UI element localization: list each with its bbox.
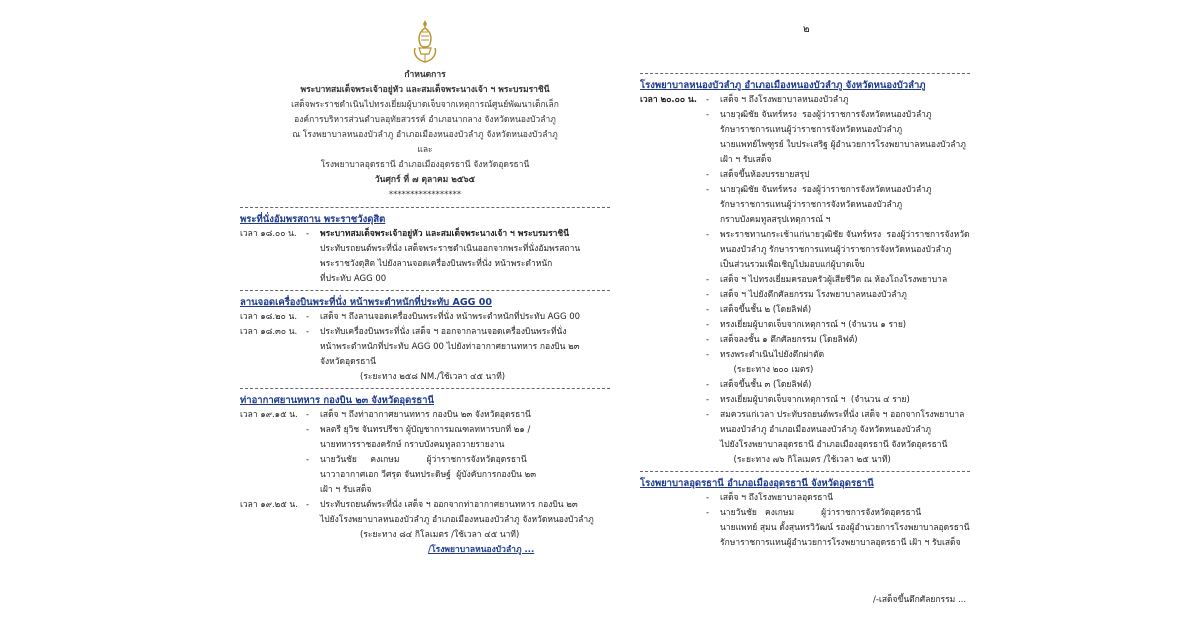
entry-text: (ระยะทาง ๒๐๐ เมตร) [720, 365, 814, 375]
royal-emblem-icon [405, 18, 445, 66]
schedule-row [640, 423, 970, 438]
schedule-row [640, 153, 970, 168]
schedule-row [240, 438, 610, 453]
section-title: โรงพยาบาลอุดรธานี อำเภอเมืองอุดรธานี จังหวัดอุดรธานี [640, 478, 874, 489]
schedule-row [640, 123, 970, 138]
bullet-dash: - [706, 335, 710, 345]
schedule-row [640, 183, 970, 198]
section-divider [640, 471, 970, 472]
bullet-dash: - [706, 275, 710, 285]
section-divider [240, 290, 610, 291]
bullet-dash: - [306, 455, 310, 465]
entry-text: เสด็จขึ้นชั้น ๒ (โดยลิฟต์) [720, 305, 812, 315]
entry-text: ทรงพระดำเนินไปยังตึกผ่าตัด [720, 350, 825, 360]
distance-note: (ระยะทาง ๒๕๘ NM./ใช้เวลา ๔๕ นาที) [360, 372, 506, 382]
bullet-dash: - [706, 350, 710, 360]
entry-text: รักษาราชการแทนผู้อำนวยการโรงพยาบาลอุดรธานี เฝ้า ฯ รับเสด็จ [720, 538, 961, 548]
entry-text: ประทับรถยนต์พระที่นั่ง เสด็จ ฯ ออกจากท่าอากาศยานทหาร กองบิน ๒๓ [320, 500, 578, 510]
entry-text: ที่ประทับ AGG 00 [320, 274, 387, 284]
schedule-row [640, 198, 970, 213]
entry-text: กราบบังคมทูลสรุปเหตุการณ์ ฯ [720, 215, 831, 225]
schedule-row [640, 213, 970, 228]
schedule-row [640, 288, 970, 303]
bullet-dash: - [706, 380, 710, 390]
bullet-dash: - [706, 395, 710, 405]
bullet-dash: - [306, 312, 310, 322]
section-divider [640, 73, 970, 74]
entry-text: เสด็จ ฯ ถึงลานจอดเครื่องบินพระที่นั่ง หน้าพระตำหนักที่ประทับ AGG 00 [320, 312, 581, 322]
section-title: พระที่นั่งอัมพรสถาน พระราชวังดุสิต [240, 214, 386, 225]
entry-text: เสด็จ ฯ ถึงโรงพยาบาลหนองบัวลำภู [720, 95, 849, 105]
schedule-row [640, 93, 970, 108]
header-line: พระบาทสมเด็จพระเจ้าอยู่หัว และสมเด็จพระนางเจ้า ฯ พระบรมราชินี [300, 85, 550, 95]
schedule-row [640, 393, 970, 408]
entry-text: หน้าพระตำหนักที่ประทับ AGG 00 ไปยังท่าอากาศยานทหาร กองบิน ๒๓ [320, 342, 580, 352]
entry-text: ประทับเครื่องบินพระที่นั่ง เสด็จ ฯ ออกจากลานจอดเครื่องบินพระที่นั่ง [320, 327, 567, 337]
schedule-row [640, 258, 970, 273]
entry-text: รักษาราชการแทนผู้ว่าราชการจังหวัดหนองบัวลำภู [720, 125, 903, 135]
entry-text: ไปยังโรงพยาบาลหนองบัวลำภู อำเภอเมืองหนองบัวลำภู จังหวัดหนองบัวลำภู [320, 515, 594, 525]
bullet-dash: - [706, 410, 710, 420]
bullet-dash: - [706, 290, 710, 300]
entry-text: เป็นส่วนรวมเพื่อเชิญไปมอบแก่ผู้บาดเจ็บ [720, 260, 865, 270]
entry-text: ทรงเยี่ยมผู้บาดเจ็บจากเหตุการณ์ ฯ (จำนวน ๔ ราย) [720, 395, 910, 405]
entry-text: พระราชวังดุสิต ไปยังลานจอดเครื่องบินพระที่นั่ง หน้าพระตำหนัก [320, 259, 553, 269]
schedule-row [640, 536, 970, 551]
entry-text: เสด็จ ฯ ไปทรงเยี่ยมครอบครัวผู้เสียชีวิต ณ ห้องโถงโรงพยาบาล [720, 275, 948, 285]
schedule-row [640, 408, 970, 423]
schedule-row [640, 243, 970, 258]
bullet-dash: - [706, 230, 710, 240]
bullet-dash: - [706, 320, 710, 330]
schedule-row [640, 228, 970, 243]
page-one-sections [240, 207, 610, 543]
schedule-row [640, 491, 970, 506]
schedule-row [240, 242, 610, 257]
header-line: โรงพยาบาลอุดรธานี อำเภอเมืองอุดรธานี จังหวัดอุดรธานี [320, 160, 530, 170]
entry-text: เสด็จลงชั้น ๑ ตึกศัลยกรรม (โดยลิฟต์) [720, 335, 858, 345]
entry-text: นาวาอากาศเอก วีศรุต จันทประดิษฐ์ ผู้บังคับการกองบิน ๒๓ [320, 470, 537, 480]
schedule-row [240, 310, 610, 325]
schedule-row [640, 521, 970, 536]
bullet-dash: - [706, 508, 710, 518]
page-two-sections [640, 73, 970, 551]
entry-text: ทรงเยี่ยมผู้บาดเจ็บจากเหตุการณ์ ฯ (จำนวน ๑ ราย) [720, 320, 907, 330]
page-two [640, 70, 970, 551]
schedule-row [240, 355, 610, 370]
section-divider [240, 207, 610, 208]
entry-text: พระราชทานกระเช้าแก่นายวุฒิชัย จันทร์หรง รองผู้ว่าราชการจังหวัด [720, 230, 970, 240]
next-section-marker: /โรงพยาบาลหนองบัวลำภู ... [428, 545, 535, 555]
schedule-row [240, 408, 610, 423]
schedule-row [640, 108, 970, 123]
entry-text: หนองบัวลำภู อำเภอเมืองหนองบัวลำภู จังหวัดหนองบัวลำภู [720, 425, 931, 435]
time-label: เวลา ๑๘.๒๐ น. [240, 312, 298, 322]
schedule-row [240, 340, 610, 355]
time-label: เวลา ๑๘.๐๐ น. [240, 229, 297, 239]
entry-text: พระบาทสมเด็จพระเจ้าอยู่หัว และสมเด็จพระนางเจ้า ฯ พระบรมราชินี [320, 229, 569, 239]
schedule-row [640, 333, 970, 348]
time-label: เวลา ๑๘.๓๐ น. [240, 327, 298, 337]
bullet-dash: - [306, 500, 310, 510]
bullet-dash: - [306, 229, 310, 239]
distance-note: (ระยะทาง ๘๔ กิโลเมตร /ใช้เวลา ๔๕ นาที) [360, 530, 520, 540]
header-stars: ***************** [388, 190, 462, 200]
schedule-row [240, 257, 610, 272]
entry-text: สมควรแก่เวลา ประทับรถยนต์พระที่นั่ง เสด็จ ฯ ออกจากโรงพยาบาล [720, 410, 965, 420]
bullet-dash: - [706, 170, 710, 180]
entry-text: เฝ้า ฯ รับเสด็จ [720, 155, 772, 165]
schedule-row [640, 303, 970, 318]
bullet-dash: - [706, 95, 710, 105]
schedule-row [640, 453, 970, 468]
entry-text: เสด็จ ฯ ไปยังตึกศัลยกรรม โรงพยาบาลหนองบัวลำภู [720, 290, 907, 300]
entry-text: เสด็จ ฯ ถึงท่าอากาศยานทหาร กองบิน ๒๓ จังหวัดอุดรธานี [320, 410, 531, 420]
schedule-row [240, 483, 610, 498]
section-title: โรงพยาบาลหนองบัวลำภู อำเภอเมืองหนองบัวลำภู จังหวัดหนองบัวลำภู [640, 80, 926, 91]
bullet-dash: - [706, 185, 710, 195]
continuation-footer: /-เสด็จขึ้นตึกศัลยกรรม ... [873, 595, 967, 605]
entry-text: เสด็จขึ้นห้องบรรยายสรุป [720, 170, 810, 180]
time-label: เวลา ๑๙.๒๕ น. [240, 500, 298, 510]
time-label: เวลา ๑๙.๑๕ น. [240, 410, 298, 420]
entry-text: เฝ้า ฯ รับเสด็จ [320, 485, 372, 495]
schedule-row [240, 423, 610, 438]
entry-text: ประทับรถยนต์พระที่นั่ง เสด็จพระราชดำเนินออกจากพระที่นั่งอัมพรสถาน [320, 244, 581, 254]
page-number: ๒ [803, 24, 810, 35]
entry-text: พลตรี ยุวิช จันทรปรีชา ผู้บัญชาการมณฑลทหารบกที่ ๒๑ / [320, 425, 531, 435]
header-line: องค์การบริหารส่วนตำบลอุทัยสวรรค์ อำเภอนากลาง จังหวัดหนองบัวลำภู [294, 115, 556, 125]
schedule-row [240, 498, 610, 513]
bullet-dash: - [306, 425, 310, 435]
section-divider [240, 388, 610, 389]
schedule-row [240, 272, 610, 287]
entry-text: จังหวัดอุดรธานี [320, 357, 376, 367]
header-line: ณ โรงพยาบาลหนองบัวลำภู อำเภอเมืองหนองบัวลำภู จังหวัดหนองบัวลำภู [292, 130, 558, 140]
section-title: ลานจอดเครื่องบินพระที่นั่ง หน้าพระตำหนักที่ประทับ AGG 00 [240, 297, 492, 308]
schedule-row [640, 378, 970, 393]
entry-text: (ระยะทาง ๗๖ กิโลเมตร /ใช้เวลา ๒๕ นาที) [720, 455, 891, 465]
schedule-row [640, 138, 970, 153]
entry-text: รักษาราชการแทนผู้ว่าราชการจังหวัดหนองบัวลำภู [720, 200, 903, 210]
schedule-row [240, 325, 610, 340]
header-line: เสด็จพระราชดำเนินไปทรงเยี่ยมผู้บาดเจ็บจากเหตุการณ์ศูนย์พัฒนาเด็กเล็ก [291, 100, 559, 110]
entry-text: เสด็จ ฯ ถึงโรงพยาบาลอุดรธานี [720, 493, 834, 503]
entry-text: เสด็จขึ้นชั้น ๓ (โดยลิฟต์) [720, 380, 812, 390]
time-label: เวลา ๒๐.๐๐ น. [640, 95, 698, 105]
entry-text: นายวันชัย คงเกษม ผู้ว่าราชการจังหวัดอุดรธานี [720, 508, 922, 518]
schedule-row [240, 453, 610, 468]
schedule-row [640, 273, 970, 288]
bullet-dash: - [706, 110, 710, 120]
entry-text: นายวุฒิชัย จันทร์หรง รองผู้ว่าราชการจังหวัดหนองบัวลำภู [720, 185, 932, 195]
schedule-row [640, 363, 970, 378]
schedule-row [640, 318, 970, 333]
schedule-row [640, 168, 970, 183]
schedule-row [240, 468, 610, 483]
header-title: กำหนดการ [404, 70, 446, 80]
entry-text: นายแพทย์ สุมน ตั้งสุนทรวิวัฒน์ รองผู้อำนวยการโรงพยาบาลอุดรธานี [720, 523, 970, 533]
schedule-row [240, 513, 610, 528]
bullet-dash: - [706, 305, 710, 315]
entry-text: นายทหารราชองครักษ์ กราบบังคมทูลถวายรายงาน [320, 440, 505, 450]
page-one [240, 0, 610, 558]
schedule-row [240, 227, 610, 242]
header-date: วันศุกร์ ที่ ๗ ตุลาคม ๒๕๖๕ [374, 175, 476, 185]
entry-text: นายแพทย์ไพฑูรย์ ใบประเสริฐ ผู้อำนวยการโรงพยาบาลหนองบัวลำภู [720, 140, 966, 150]
entry-text: หนองบัวลำภู รักษาราชการแทนผู้ว่าราชการจังหวัดหนองบัวลำภู [720, 245, 952, 255]
schedule-row [640, 348, 970, 363]
header-line: และ [417, 145, 433, 155]
section-title: ท่าอากาศยานทหาร กองบิน ๒๓ จังหวัดอุดรธานี [240, 395, 434, 406]
entry-text: นายวันชัย คงเกษม ผู้ว่าราชการจังหวัดอุดรธานี [320, 455, 527, 465]
schedule-row [640, 438, 970, 453]
bullet-dash: - [306, 410, 310, 420]
bullet-dash: - [306, 327, 310, 337]
entry-text: ไปยังโรงพยาบาลอุดรธานี อำเภอเมืองอุดรธานี จังหวัดอุดรธานี [720, 440, 948, 450]
header-block [240, 68, 610, 203]
schedule-row [640, 506, 970, 521]
bullet-dash: - [706, 493, 710, 503]
entry-text: นายวุฒิชัย จันทร์หรง รองผู้ว่าราชการจังหวัดหนองบัวลำภู [720, 110, 932, 120]
